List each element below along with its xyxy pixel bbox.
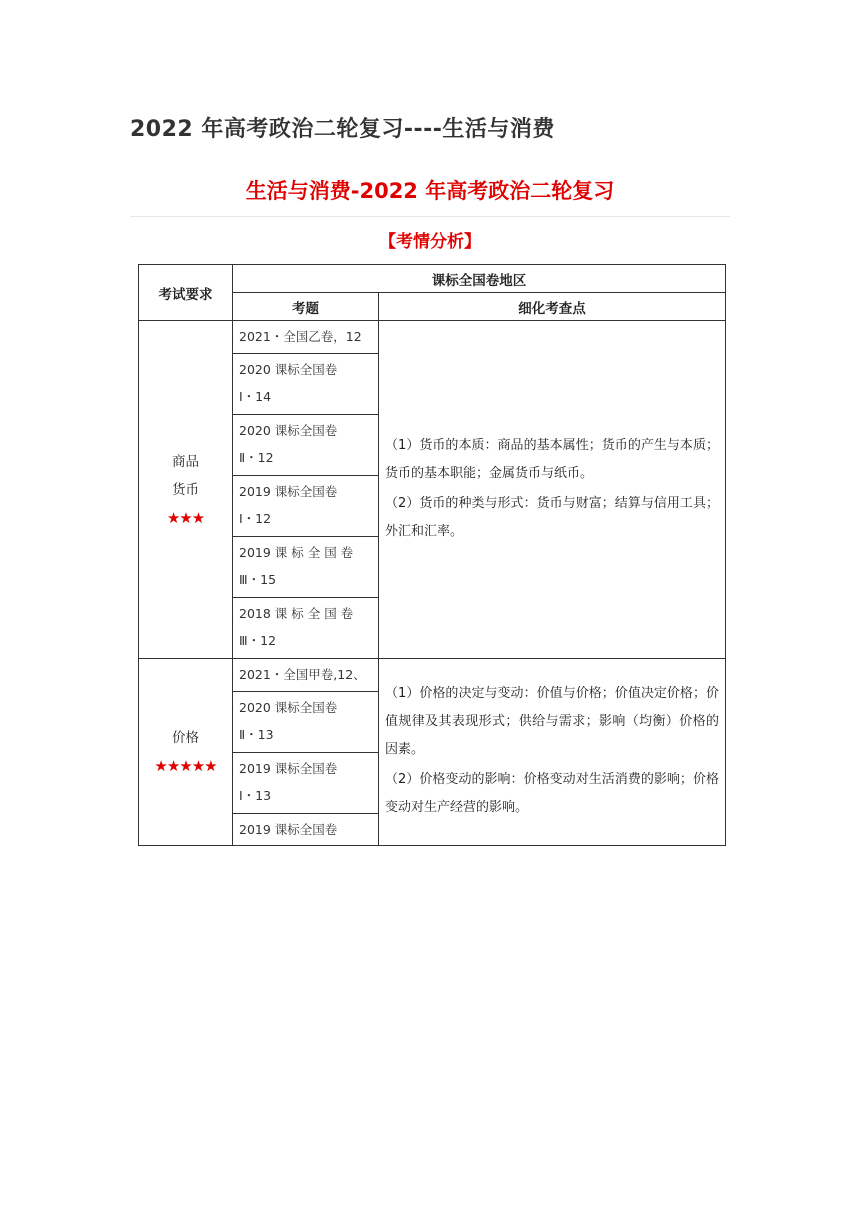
question-cell: 2020 课标全国卷 Ⅰ・14 xyxy=(233,354,379,415)
topic-label-line2: 货币 xyxy=(172,481,199,498)
section-heading: 【考情分析】 xyxy=(379,232,481,252)
detail-point: （2）货币的种类与形式：货币与财富；结算与信用工具；外汇和汇率。 xyxy=(385,495,719,539)
detail-cell-price xyxy=(379,659,726,846)
topic-label-line1: 商品 xyxy=(172,453,199,470)
header-question: 考题 xyxy=(233,293,379,321)
importance-stars: ★★★ xyxy=(166,508,205,527)
question-cell: 2019 课标全国卷 Ⅰ・12 xyxy=(233,476,379,537)
table-header-row xyxy=(139,265,726,293)
question-cell: 2018 课 标 全 国 卷 Ⅲ・12 xyxy=(233,598,379,659)
exam-analysis-table xyxy=(138,264,726,846)
document-title: 2022 年高考政治二轮复习----生活与消费 xyxy=(130,117,555,142)
question-cell: 2020 课标全国卷 Ⅱ・13 xyxy=(233,692,379,753)
importance-stars: ★★★★★ xyxy=(154,757,217,775)
table-row xyxy=(139,659,726,692)
topic-label-line1: 价格 xyxy=(172,730,199,746)
header-region: 课标全国卷地区 xyxy=(233,265,726,293)
detail-point: （2）价格变动的影响：价格变动对生活消费的影响；价格变动对生产经营的影响。 xyxy=(385,772,719,815)
detail-point: （1）价格的决定与变动：价值与价格；价值决定价格；价值规律及其表现形式；供给与需求；影响（均衡）价格的因素。 xyxy=(385,686,719,757)
topic-cell-price xyxy=(139,659,233,846)
header-requirement: 考试要求 xyxy=(139,265,233,321)
header-detail: 细化考查点 xyxy=(379,293,726,321)
question-cell: 2019 课 标 全 国 卷 Ⅲ・15 xyxy=(233,537,379,598)
divider xyxy=(130,216,730,217)
detail-cell-commodity-money xyxy=(379,321,726,659)
question-cell: 2021・全国甲卷,12、 xyxy=(233,659,379,692)
topic-cell-commodity-money xyxy=(139,321,233,659)
question-cell: 2019 课标全国卷 Ⅰ・13 xyxy=(233,753,379,814)
question-cell: 2020 课标全国卷 Ⅱ・12 xyxy=(233,415,379,476)
table-row xyxy=(139,321,726,354)
document-subtitle: 生活与消费-2022 年高考政治二轮复习 xyxy=(245,179,615,203)
question-cell: 2021・全国乙卷，12 xyxy=(233,321,379,354)
question-cell: 2019 课标全国卷 xyxy=(233,814,379,846)
detail-point: （1）货币的本质：商品的基本属性；货币的产生与本质；货币的基本职能；金属货币与纸币。 xyxy=(385,437,719,481)
